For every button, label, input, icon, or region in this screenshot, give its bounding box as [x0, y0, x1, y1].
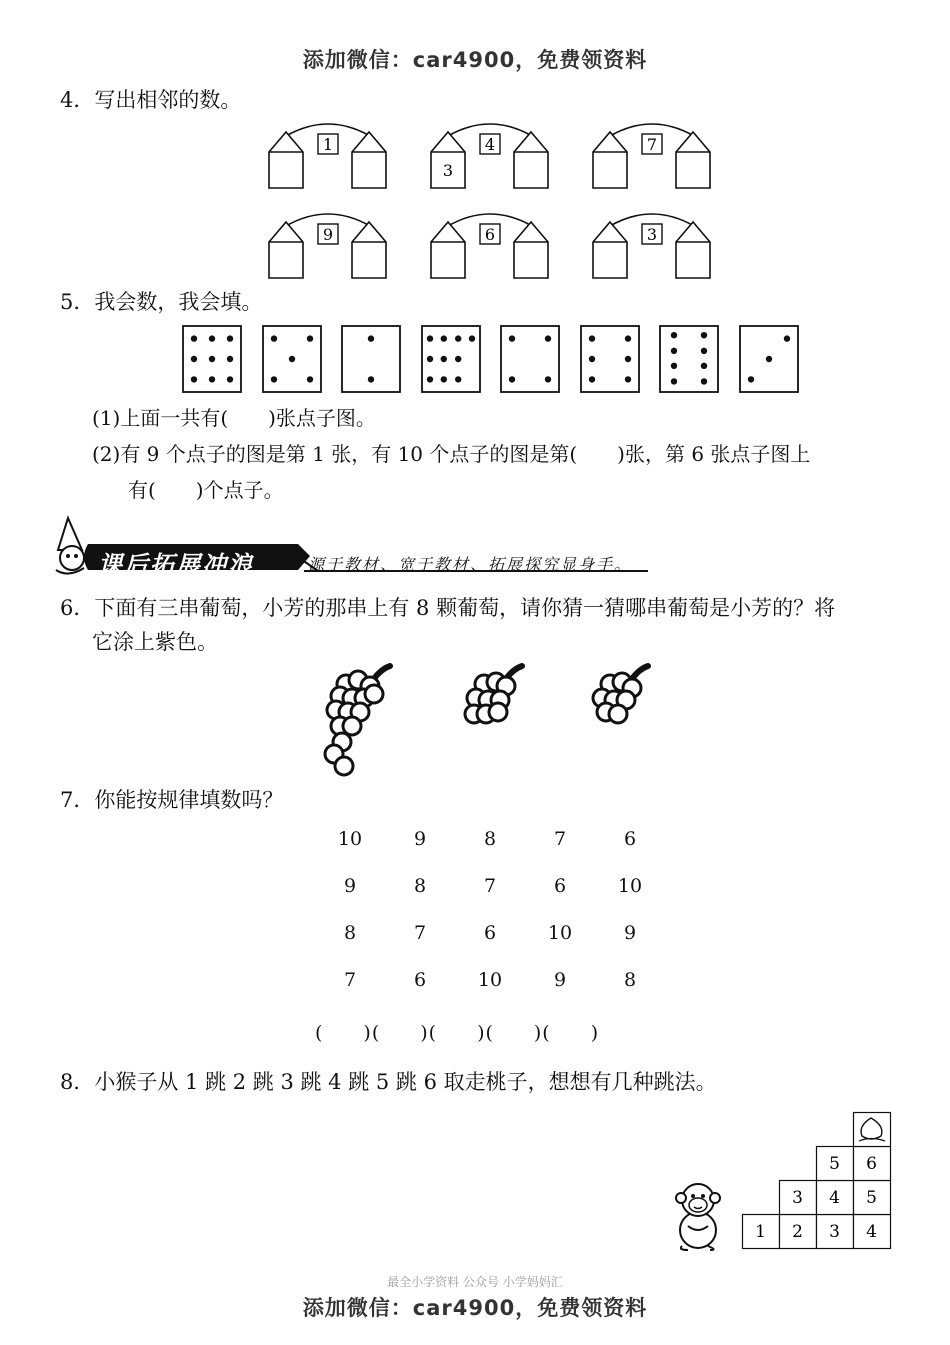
- dot: [288, 356, 294, 362]
- pattern-cell: 6: [623, 828, 637, 850]
- house-pair: [268, 210, 388, 282]
- dot-card: [500, 325, 560, 393]
- footer-watermark: 添加微信：car4900，免费领资料: [302, 1296, 648, 1320]
- pattern-cell: 7: [483, 875, 497, 897]
- dot: [455, 335, 461, 341]
- pattern-cell: 7: [553, 828, 567, 850]
- dot: [306, 376, 312, 382]
- dot: [624, 335, 630, 341]
- dot-card: [262, 325, 322, 393]
- left-house: [593, 132, 627, 188]
- dot: [747, 376, 753, 382]
- dot: [624, 376, 630, 382]
- pattern-cell: 7: [343, 969, 357, 991]
- pattern-answer-blanks[interactable]: ( )( )( )( )( ): [315, 1022, 600, 1044]
- dot: [270, 376, 276, 382]
- grape: [335, 757, 353, 775]
- pattern-cell: 10: [337, 828, 363, 850]
- stair-number: 3: [792, 1188, 803, 1208]
- pattern-cell: 9: [623, 922, 637, 944]
- dot: [191, 335, 197, 341]
- dot-card: [659, 325, 719, 393]
- middle-number: 4: [484, 135, 496, 154]
- dot: [545, 335, 551, 341]
- right-house: [676, 222, 710, 278]
- dot: [455, 356, 461, 362]
- stair-number: 1: [755, 1222, 766, 1242]
- grape: [609, 705, 627, 723]
- house-pair: [268, 120, 388, 192]
- dot: [468, 335, 474, 341]
- grape-bunch-icon: [460, 662, 530, 732]
- pattern-cell: 9: [413, 828, 427, 850]
- dot-card: [739, 325, 799, 393]
- dot: [426, 376, 432, 382]
- house-pair: [592, 120, 712, 192]
- dot: [783, 335, 789, 341]
- dot: [440, 356, 446, 362]
- stair-number: 4: [829, 1188, 840, 1208]
- dot: [701, 363, 707, 369]
- dot: [588, 335, 594, 341]
- left-house: [593, 222, 627, 278]
- question-5-sub-2-line-1: (2)有 9 个点子的图是第 1 张，有 10 个点子的图是第( )张，第 6 张点子图上: [92, 442, 811, 466]
- dot: [270, 335, 276, 341]
- dot: [191, 356, 197, 362]
- grape-bunch-icon: [318, 662, 398, 778]
- middle-number: 7: [646, 135, 658, 154]
- right-house: [352, 132, 386, 188]
- stair-number: 5: [829, 1154, 840, 1174]
- dot: [440, 376, 446, 382]
- dot: [671, 363, 677, 369]
- dot: [455, 376, 461, 382]
- banner-title: 课后拓展冲浪: [98, 551, 254, 579]
- dot: [701, 348, 707, 354]
- pattern-cell: 7: [413, 922, 427, 944]
- dot: [701, 378, 707, 384]
- dot: [227, 356, 233, 362]
- dot-card: [580, 325, 640, 393]
- left-house: [269, 222, 303, 278]
- dot: [227, 376, 233, 382]
- dot: [545, 376, 551, 382]
- dot: [440, 335, 446, 341]
- stair-number: 6: [866, 1154, 877, 1174]
- dot: [209, 376, 215, 382]
- stairs-svg: [742, 1102, 902, 1252]
- question-4-title: 4．写出相邻的数。: [60, 88, 242, 112]
- grape: [365, 685, 383, 703]
- left-house: [431, 222, 465, 278]
- dot: [209, 335, 215, 341]
- dot: [671, 378, 677, 384]
- banner-subtitle: 源于教材、宽于教材、拓展探究显身手。: [308, 555, 633, 574]
- pattern-cell: 10: [547, 922, 573, 944]
- pattern-cell: 8: [413, 875, 427, 897]
- dot-card: [421, 325, 481, 393]
- house-pair: [430, 120, 550, 192]
- dot: [191, 376, 197, 382]
- dot: [765, 356, 771, 362]
- house-pair: [430, 210, 550, 282]
- pattern-cell: 6: [483, 922, 497, 944]
- question-8-title: 8．小猴子从 1 跳 2 跳 3 跳 4 跳 5 跳 6 取走桃子，想想有几种跳法。: [60, 1070, 717, 1094]
- house-pair: [592, 210, 712, 282]
- middle-number: 1: [322, 135, 334, 154]
- question-5-sub-2-line-2: 有( )个点子。: [128, 478, 284, 502]
- pattern-cell: 9: [343, 875, 357, 897]
- question-5-title: 5．我会数，我会填。: [60, 290, 263, 314]
- dot: [588, 376, 594, 382]
- pattern-cell: 6: [413, 969, 427, 991]
- dot-card: [182, 325, 242, 393]
- dot: [426, 335, 432, 341]
- dot: [509, 335, 515, 341]
- pattern-cell: 6: [553, 875, 567, 897]
- stair-number: 2: [792, 1222, 803, 1242]
- header-watermark: 添加微信：car4900，免费领资料: [302, 48, 648, 72]
- stair-number: 4: [866, 1222, 877, 1242]
- middle-number: 3: [646, 225, 658, 244]
- dot: [624, 356, 630, 362]
- dot: [701, 332, 707, 338]
- grape: [489, 703, 507, 721]
- dot-card: [341, 325, 401, 393]
- dot: [426, 356, 432, 362]
- question-6-line-1: 6．下面有三串葡萄，小芳的那串上有 8 颗葡萄，请你猜一猜哪串葡萄是小芳的？将: [60, 596, 836, 620]
- dot: [227, 335, 233, 341]
- dot: [368, 376, 374, 382]
- right-house: [676, 132, 710, 188]
- middle-number: 6: [484, 225, 496, 244]
- dot: [671, 332, 677, 338]
- left-number: 3: [442, 161, 454, 180]
- right-house: [514, 132, 548, 188]
- pattern-cell: 9: [553, 969, 567, 991]
- question-6-line-2: 它涂上紫色。: [92, 630, 218, 654]
- stair-number: 3: [829, 1222, 840, 1242]
- pattern-cell: 10: [617, 875, 643, 897]
- middle-number: 9: [322, 225, 334, 244]
- monkey-icon: [668, 1180, 728, 1252]
- right-house: [352, 222, 386, 278]
- left-house: [269, 132, 303, 188]
- footer-faint-text: 最全小学资料 公众号 小学妈妈汇: [387, 1275, 563, 1289]
- question-7-title: 7．你能按规律填数吗？: [60, 788, 284, 812]
- dot: [209, 356, 215, 362]
- pattern-cell: 8: [623, 969, 637, 991]
- dot: [509, 376, 515, 382]
- dot: [588, 356, 594, 362]
- mascot-face-icon: [60, 546, 84, 570]
- right-house: [514, 222, 548, 278]
- dot: [368, 335, 374, 341]
- dot: [306, 335, 312, 341]
- dot: [671, 348, 677, 354]
- stair-number: 5: [866, 1188, 877, 1208]
- question-5-sub-1: (1)上面一共有( )张点子图。: [92, 406, 376, 430]
- pattern-cell: 10: [477, 969, 503, 991]
- grape-bunch-icon: [586, 662, 656, 732]
- pattern-cell: 8: [343, 922, 357, 944]
- pattern-cell: 8: [483, 828, 497, 850]
